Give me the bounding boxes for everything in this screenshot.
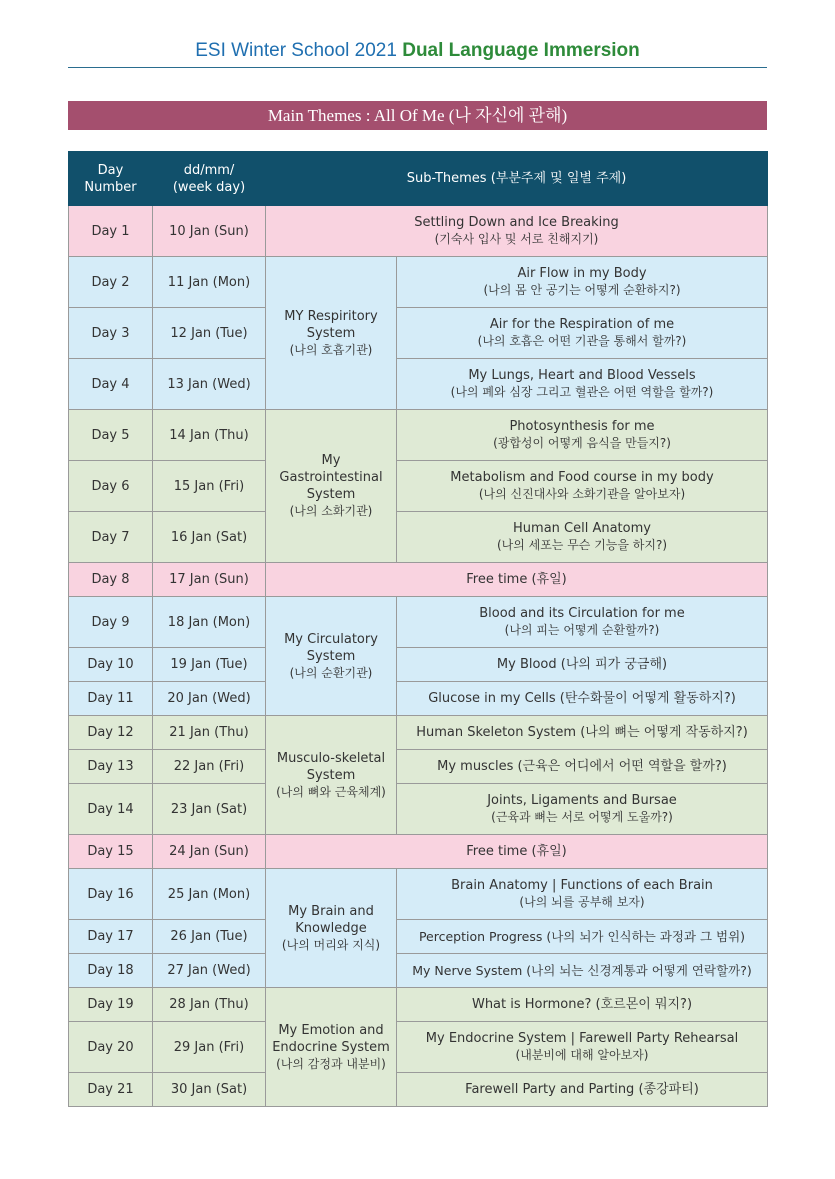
- sub-theme-cell: Air Flow in my Body (나의 몸 안 공기는 어떻게 순환하지?): [397, 257, 768, 308]
- sub-theme-cell: My Blood (나의 피가 궁금해): [397, 648, 768, 682]
- header-divider: [68, 67, 767, 68]
- date-cell: 30 Jan (Sat): [153, 1073, 266, 1107]
- day-cell: Day 18: [69, 954, 153, 988]
- sub-theme-cell: Photosynthesis for me (광합성이 어떻게 음식을 만들지?): [397, 410, 768, 461]
- table-row: [69, 308, 768, 359]
- day-cell: Day 2: [69, 257, 153, 308]
- day-cell: Day 14: [69, 784, 153, 835]
- table-row: [69, 648, 768, 682]
- sub-theme-cell: Human Cell Anatomy (나의 세포는 무슨 기능을 하지?): [397, 512, 768, 563]
- day-cell: Day 17: [69, 920, 153, 954]
- sub-theme-cell: Free time (휴일): [266, 835, 768, 869]
- date-cell: 24 Jan (Sun): [153, 835, 266, 869]
- table-row: [69, 410, 768, 461]
- table-row: [69, 1073, 768, 1107]
- date-cell: 29 Jan (Fri): [153, 1022, 266, 1073]
- date-cell: 22 Jan (Fri): [153, 750, 266, 784]
- table-row: [69, 461, 768, 512]
- table-row: [69, 257, 768, 308]
- table-row: [69, 835, 768, 869]
- sub-theme-cell: What is Hormone? (호르몬이 뭐지?): [397, 988, 768, 1022]
- header-sub-themes: Sub-Themes (부분주제 및 일별 주제): [266, 152, 768, 206]
- header-title-plain: ESI Winter School 2021: [195, 40, 397, 61]
- day-cell: Day 15: [69, 835, 153, 869]
- theme-cell-circulatory: My Circulatory System (나의 순환기관): [266, 597, 397, 716]
- date-cell: 17 Jan (Sun): [153, 563, 266, 597]
- day-cell: Day 1: [69, 206, 153, 257]
- date-cell: 10 Jan (Sun): [153, 206, 266, 257]
- date-cell: 20 Jan (Wed): [153, 682, 266, 716]
- sub-theme-cell: Air for the Respiration of me (나의 호흡은 어떤 기관을 통해서 할까?): [397, 308, 768, 359]
- day-cell: Day 19: [69, 988, 153, 1022]
- day-cell: Day 4: [69, 359, 153, 410]
- table-row: [69, 597, 768, 648]
- sub-theme-cell: Free time (휴일): [266, 563, 768, 597]
- day-cell: Day 11: [69, 682, 153, 716]
- table-row: [69, 1022, 768, 1073]
- date-cell: 16 Jan (Sat): [153, 512, 266, 563]
- theme-cell-musculoskeletal: Musculo-skeletal System (나의 뼈와 근육체계): [266, 716, 397, 835]
- day-cell: Day 9: [69, 597, 153, 648]
- theme-cell-endocrine: My Emotion and Endocrine System (나의 감정과 내분비): [266, 988, 397, 1107]
- sub-theme-cell: Farewell Party and Parting (종강파티): [397, 1073, 768, 1107]
- date-cell: 15 Jan (Fri): [153, 461, 266, 512]
- day-cell: Day 12: [69, 716, 153, 750]
- day-cell: Day 21: [69, 1073, 153, 1107]
- theme-cell-respiratory: MY Respiritory System (나의 호흡기관): [266, 257, 397, 410]
- day-cell: Day 5: [69, 410, 153, 461]
- day-cell: Day 20: [69, 1022, 153, 1073]
- date-cell: 11 Jan (Mon): [153, 257, 266, 308]
- sub-theme-cell: Joints, Ligaments and Bursae (근육과 뼈는 서로 어떻게 도울까?): [397, 784, 768, 835]
- date-cell: 21 Jan (Thu): [153, 716, 266, 750]
- page-header: [0, 40, 835, 62]
- table-row: [69, 512, 768, 563]
- sub-theme-cell: Metabolism and Food course in my body (나의 신진대사와 소화기관을 알아보자): [397, 461, 768, 512]
- sub-theme-cell: Brain Anatomy | Functions of each Brain (나의 뇌를 공부해 보자): [397, 869, 768, 920]
- table-header-row: [69, 152, 768, 206]
- sub-theme-cell: Settling Down and Ice Breaking (기숙사 입사 및 서로 친해지기): [266, 206, 768, 257]
- table-row: [69, 682, 768, 716]
- table-row: [69, 784, 768, 835]
- main-theme-banner: Main Themes : All Of Me (나 자신에 관해): [68, 101, 767, 130]
- date-cell: 18 Jan (Mon): [153, 597, 266, 648]
- header-day-number: Day Number: [69, 152, 153, 206]
- table-row: [69, 954, 768, 988]
- day-cell: Day 13: [69, 750, 153, 784]
- table-row: [69, 206, 768, 257]
- sub-theme-cell: My Endocrine System | Farewell Party Rehearsal (내분비에 대해 알아보자): [397, 1022, 768, 1073]
- theme-cell-brain: My Brain and Knowledge (나의 머리와 지식): [266, 869, 397, 988]
- table-row: [69, 869, 768, 920]
- sub-theme-cell: My Lungs, Heart and Blood Vessels (나의 폐와 심장 그리고 혈관은 어떤 역할을 할까?): [397, 359, 768, 410]
- sub-theme-cell: My Nerve System (나의 뇌는 신경계통과 어떻게 연락할까?): [397, 954, 768, 988]
- date-cell: 19 Jan (Tue): [153, 648, 266, 682]
- header-date: dd/mm/ (week day): [153, 152, 266, 206]
- table-row: [69, 920, 768, 954]
- sub-theme-cell: Glucose in my Cells (탄수화물이 어떻게 활동하지?): [397, 682, 768, 716]
- sub-theme-cell: My muscles (근육은 어디에서 어떤 역할을 할까?): [397, 750, 768, 784]
- sub-theme-cell: Perception Progress (나의 뇌가 인식하는 과정과 그 범위): [397, 920, 768, 954]
- day-cell: Day 3: [69, 308, 153, 359]
- date-cell: 12 Jan (Tue): [153, 308, 266, 359]
- date-cell: 23 Jan (Sat): [153, 784, 266, 835]
- day-cell: Day 7: [69, 512, 153, 563]
- day-cell: Day 6: [69, 461, 153, 512]
- table-row: [69, 359, 768, 410]
- table-row: [69, 716, 768, 750]
- date-cell: 27 Jan (Wed): [153, 954, 266, 988]
- date-cell: 28 Jan (Thu): [153, 988, 266, 1022]
- day-cell: Day 10: [69, 648, 153, 682]
- day-cell: Day 8: [69, 563, 153, 597]
- date-cell: 26 Jan (Tue): [153, 920, 266, 954]
- sub-theme-cell: Human Skeleton System (나의 뼈는 어떻게 작동하지?): [397, 716, 768, 750]
- header-title-bold: Dual Language Immersion: [402, 40, 640, 61]
- sub-theme-cell: Blood and its Circulation for me (나의 피는 어떻게 순환할까?): [397, 597, 768, 648]
- date-cell: 25 Jan (Mon): [153, 869, 266, 920]
- date-cell: 13 Jan (Wed): [153, 359, 266, 410]
- table-row: [69, 563, 768, 597]
- date-cell: 14 Jan (Thu): [153, 410, 266, 461]
- schedule-table: [68, 151, 768, 1107]
- table-row: [69, 988, 768, 1022]
- theme-cell-gastrointestinal: My Gastrointestinal System (나의 소화기관): [266, 410, 397, 563]
- day-cell: Day 16: [69, 869, 153, 920]
- table-row: [69, 750, 768, 784]
